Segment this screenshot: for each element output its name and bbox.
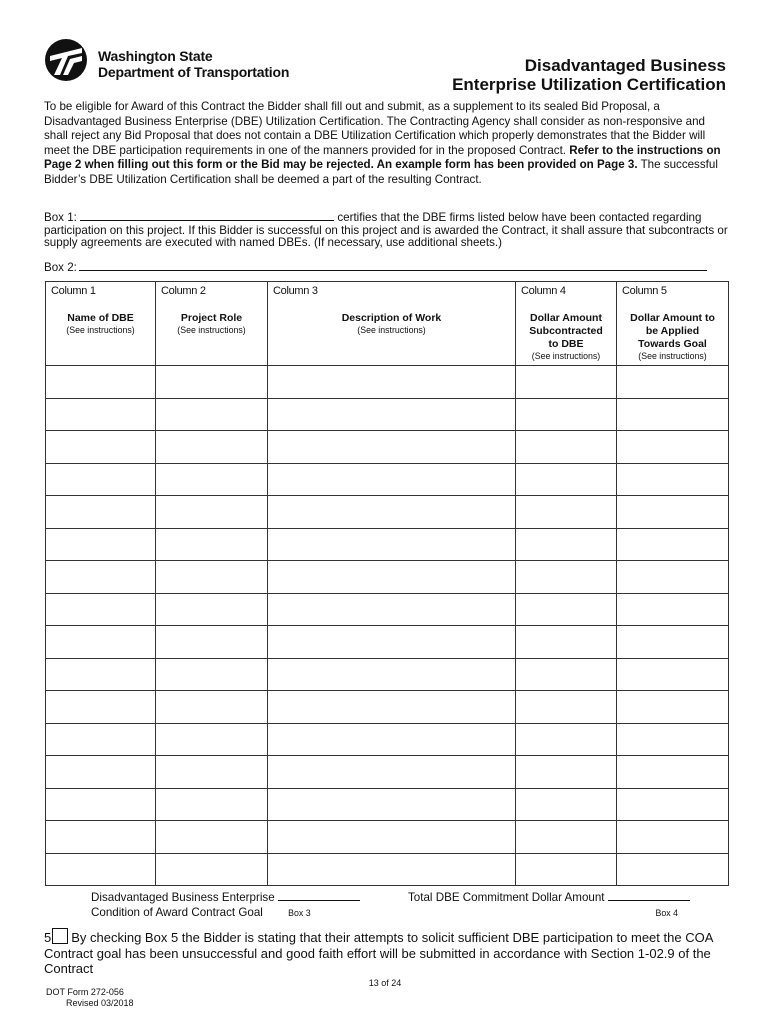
table-cell[interactable]: [46, 853, 156, 886]
table-cell[interactable]: [516, 398, 617, 431]
table-cell[interactable]: [617, 528, 729, 561]
table-cell[interactable]: [516, 593, 617, 626]
table-cell[interactable]: [516, 626, 617, 659]
box5-checkbox[interactable]: [52, 928, 68, 944]
table-cell[interactable]: [617, 691, 729, 724]
column-3-header: Column 3 Description of Work (See instructions): [268, 282, 516, 366]
table-cell[interactable]: [156, 398, 268, 431]
table-cell[interactable]: [156, 593, 268, 626]
table-cell[interactable]: [156, 821, 268, 854]
column-4-header: Column 4 Dollar Amount Subcontracted to DBE (See instructions): [516, 282, 617, 366]
table-cell[interactable]: [268, 398, 516, 431]
table-cell[interactable]: [516, 366, 617, 399]
table-row: [46, 691, 729, 724]
table-cell[interactable]: [268, 496, 516, 529]
table-cell[interactable]: [516, 821, 617, 854]
box5-section: [44, 928, 734, 977]
table-cell[interactable]: [268, 756, 516, 789]
table-cell[interactable]: [617, 593, 729, 626]
column-2-header: Column 2 Project Role (See instructions): [156, 282, 268, 366]
table-cell[interactable]: [617, 398, 729, 431]
box1-label: Box 1:: [44, 211, 77, 224]
table-cell[interactable]: [46, 723, 156, 756]
table-cell[interactable]: [156, 788, 268, 821]
table-cell[interactable]: [268, 561, 516, 594]
table-cell[interactable]: [516, 691, 617, 724]
table-cell[interactable]: [516, 788, 617, 821]
table-cell[interactable]: [617, 366, 729, 399]
dbe-table: [45, 281, 729, 886]
table-cell[interactable]: [156, 723, 268, 756]
form-identifier: [46, 987, 134, 1009]
box3-caption: Box 3: [288, 908, 311, 918]
table-row: [46, 626, 729, 659]
table-cell[interactable]: [46, 658, 156, 691]
table-cell[interactable]: [617, 723, 729, 756]
box5-text: By checking Box 5 the Bidder is stating that their attempts to solicit sufficient DBE participation to meet the COA Contract goal has been unsuccessful and good faith effort will be submitted in accordance with Section 1-02.9 of the Contract: [44, 930, 713, 976]
table-cell[interactable]: [617, 463, 729, 496]
table-cell[interactable]: [617, 853, 729, 886]
box5-number: 5: [44, 930, 52, 945]
title-line-2: Enterprise Utilization Certification: [452, 75, 726, 94]
box1-section: [44, 210, 734, 250]
table-cell[interactable]: [268, 723, 516, 756]
table-row: [46, 528, 729, 561]
table-row: [46, 561, 729, 594]
table-cell[interactable]: [268, 821, 516, 854]
intro-text-2: The successful Bidder’s DBE Utilization Certification shall be deemed a part of the resulting Contract.: [44, 158, 718, 186]
table-cell[interactable]: [156, 626, 268, 659]
table-cell[interactable]: [46, 691, 156, 724]
table-cell[interactable]: [156, 756, 268, 789]
table-cell[interactable]: [46, 496, 156, 529]
title-line-1: Disadvantaged Business: [524, 56, 726, 75]
table-body: [46, 366, 729, 886]
table-cell[interactable]: [156, 691, 268, 724]
table-cell[interactable]: [617, 496, 729, 529]
table-cell[interactable]: [156, 366, 268, 399]
table-row: [46, 788, 729, 821]
table-cell[interactable]: [516, 496, 617, 529]
table-cell[interactable]: [268, 463, 516, 496]
table-cell[interactable]: [268, 593, 516, 626]
table-row: [46, 366, 729, 399]
table-cell[interactable]: [156, 561, 268, 594]
intro-paragraph: [44, 100, 728, 188]
form-title: [452, 56, 726, 94]
table-row: [46, 756, 729, 789]
table-cell[interactable]: [156, 463, 268, 496]
table-cell[interactable]: [516, 723, 617, 756]
table-cell[interactable]: [268, 626, 516, 659]
box1-text: certifies that the DBE firms listed below have been contacted regarding participation on this project. If this Bidder is successful on this project and is awarded the Contract, it shall assure that subcontracts or supply agreements are executed with named DBEs. (If necessary, use additional sheets.): [44, 211, 728, 250]
table-row: [46, 658, 729, 691]
table-cell[interactable]: [516, 463, 617, 496]
wsdot-logo: [44, 38, 88, 82]
table-cell[interactable]: [516, 853, 617, 886]
table-row: [46, 593, 729, 626]
table-row: [46, 431, 729, 464]
form-number: DOT Form 272-056: [46, 987, 124, 997]
table-cell[interactable]: [46, 431, 156, 464]
org-line-1: Washington State: [98, 48, 213, 64]
table-cell[interactable]: [617, 626, 729, 659]
table-cell[interactable]: [516, 658, 617, 691]
table-cell[interactable]: [268, 853, 516, 886]
box4-field[interactable]: [608, 890, 690, 901]
table-cell[interactable]: [268, 366, 516, 399]
box2-field[interactable]: [79, 260, 707, 271]
table-cell[interactable]: [617, 658, 729, 691]
box2-label: Box 2:: [44, 261, 77, 274]
table-row: [46, 496, 729, 529]
box4-section: [408, 890, 690, 921]
table-cell[interactable]: [156, 528, 268, 561]
table-cell[interactable]: [268, 431, 516, 464]
revision-date: Revised 03/2018: [66, 998, 134, 1008]
table-cell[interactable]: [268, 691, 516, 724]
organization-name: [98, 48, 289, 80]
page-number: 13 of 24: [368, 978, 402, 988]
table-row: [46, 853, 729, 886]
table-cell[interactable]: [156, 658, 268, 691]
table-cell[interactable]: [617, 561, 729, 594]
table-cell[interactable]: [516, 528, 617, 561]
table-cell[interactable]: [516, 561, 617, 594]
table-cell[interactable]: [156, 496, 268, 529]
table-cell[interactable]: [46, 398, 156, 431]
table-cell[interactable]: [617, 756, 729, 789]
box1-bidder-field[interactable]: [80, 210, 334, 221]
intro-bold-instruction: Refer to the instructions on Page 2 when filling out this form or the Bid may be rejected. An example form has been provided on Page 3.: [44, 143, 721, 172]
table-cell[interactable]: [617, 788, 729, 821]
table-cell[interactable]: [516, 756, 617, 789]
table-cell[interactable]: [46, 463, 156, 496]
table-cell[interactable]: [46, 821, 156, 854]
box3-label-line2: Condition of Award Contract Goal: [91, 906, 263, 919]
table-row: [46, 821, 729, 854]
table-cell[interactable]: [268, 658, 516, 691]
org-line-2: Department of Transportation: [98, 64, 290, 80]
table-cell[interactable]: [46, 756, 156, 789]
table-cell[interactable]: [268, 528, 516, 561]
box3-section: [91, 890, 360, 921]
table-cell[interactable]: [46, 528, 156, 561]
table-cell[interactable]: [268, 788, 516, 821]
table-cell[interactable]: [46, 561, 156, 594]
box3-field[interactable]: [278, 890, 360, 901]
column-1-header: Column 1 Name of DBE (See instructions): [46, 282, 156, 366]
column-5-header: Column 5 Dollar Amount to be Applied Towards Goal (See instructions): [617, 282, 729, 366]
table-cell[interactable]: [46, 593, 156, 626]
table-row: [46, 723, 729, 756]
box2-section: [44, 260, 707, 274]
box4-caption: Box 4: [655, 908, 678, 918]
table-cell[interactable]: [156, 853, 268, 886]
table-cell[interactable]: [46, 626, 156, 659]
box3-label-line1: Disadvantaged Business Enterprise: [91, 891, 275, 904]
table-cell[interactable]: [156, 431, 268, 464]
table-cell[interactable]: [617, 431, 729, 464]
table-header-row: [46, 282, 729, 366]
table-cell[interactable]: [46, 366, 156, 399]
table-cell[interactable]: [516, 431, 617, 464]
table-row: [46, 398, 729, 431]
table-row: [46, 463, 729, 496]
table-cell[interactable]: [617, 821, 729, 854]
intro-text-1: To be eligible for Award of this Contract the Bidder shall fill out and submit, as a supplement to its sealed Bid Proposal, a Disadvantaged Business Enterprise (DBE) Utilization Certification. The Contracting Agency shall consider as non-responsive and shall reject any Bid Proposal that does not contain a DBE Utilization Certification which properly demonstrates that the Bidder will meet the DBE participation requirements in one of the manners provided for in the proposed Contract.: [44, 100, 706, 157]
table-cell[interactable]: [46, 788, 156, 821]
box4-label: Total DBE Commitment Dollar Amount: [408, 891, 605, 904]
